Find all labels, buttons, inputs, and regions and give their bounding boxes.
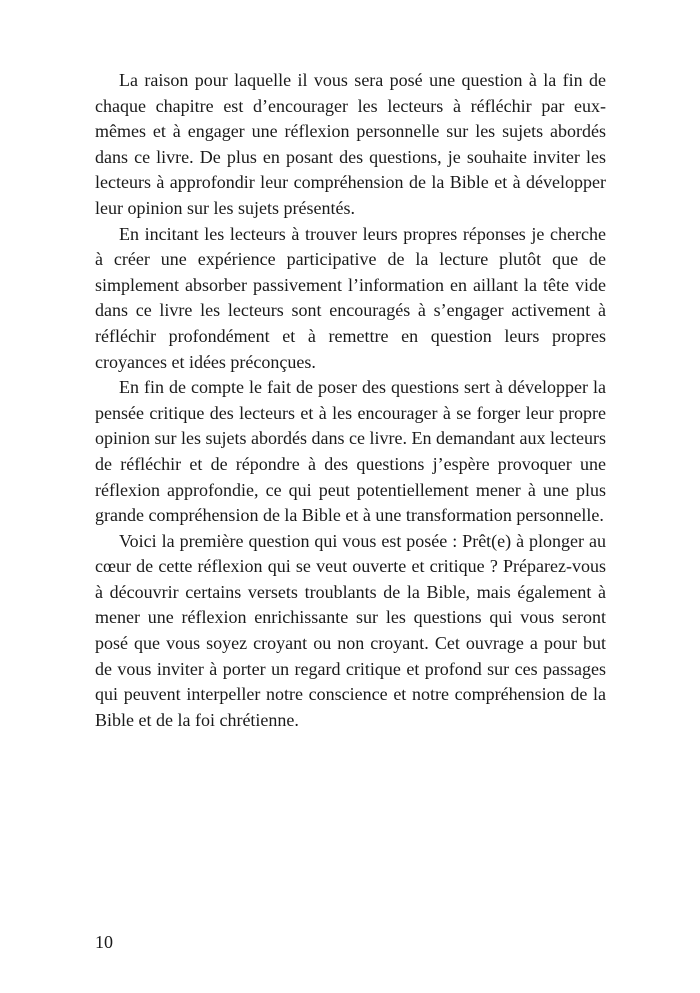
page-number: 10 xyxy=(95,932,113,952)
paragraph-2: En incitant les lecteurs à trouver leurs propres réponses je cherche à créer une expérience participative de la lecture plutôt que de simplement absorber passivement l’information en aillant la tête vide dans ce livre les lecteurs sont encouragés à s’engager activement à réfléchir profondément et à remettre en question leurs propres croyances et idées préconçues. xyxy=(95,223,606,372)
paragraph-1: La raison pour laquelle il vous sera posé une question à la fin de chaque chapitre est d’encourager les lecteurs à réfléchir par eux-mêmes et à engager une réflexion personnelle sur les sujets abordés dans ce livre. De plus en posant des questions, je souhaite inviter les lecteurs à approfondir leur compréhension de la Bible et à développer leur opinion sur les sujets présentés. xyxy=(95,70,606,218)
paragraph-4: Voici la première question qui vous est posée : Prêt(e) à plonger au cœur de cette réflexion qui se veut ouverte et critique ? Préparez-vous à découvrir certains versets troublants de la Bible, mais également à mener une réflexion enrichissante sur les questions qui vous seront posé que vous soyez croyant ou non croyant. Cet ouvrage a pour but de vous inviter à porter un regard critique et profond sur ces passages qui peuvent interpeller notre conscience et notre compréhension de la Bible et de la foi chrétienne. xyxy=(95,530,606,730)
paragraph-3: En fin de compte le fait de poser des questions sert à développer la pensée critique des lecteurs et à les encourager à se forger leur propre opinion sur les sujets abordés dans ce livre. En demandant aux lecteurs de réfléchir et de répondre à des questions j’espère provoquer une réflexion approfondie, ce qui peut potentiellement mener à une plus grande compréhension de la Bible et à une transformation personnelle. xyxy=(95,377,606,526)
body-text xyxy=(95,68,606,733)
